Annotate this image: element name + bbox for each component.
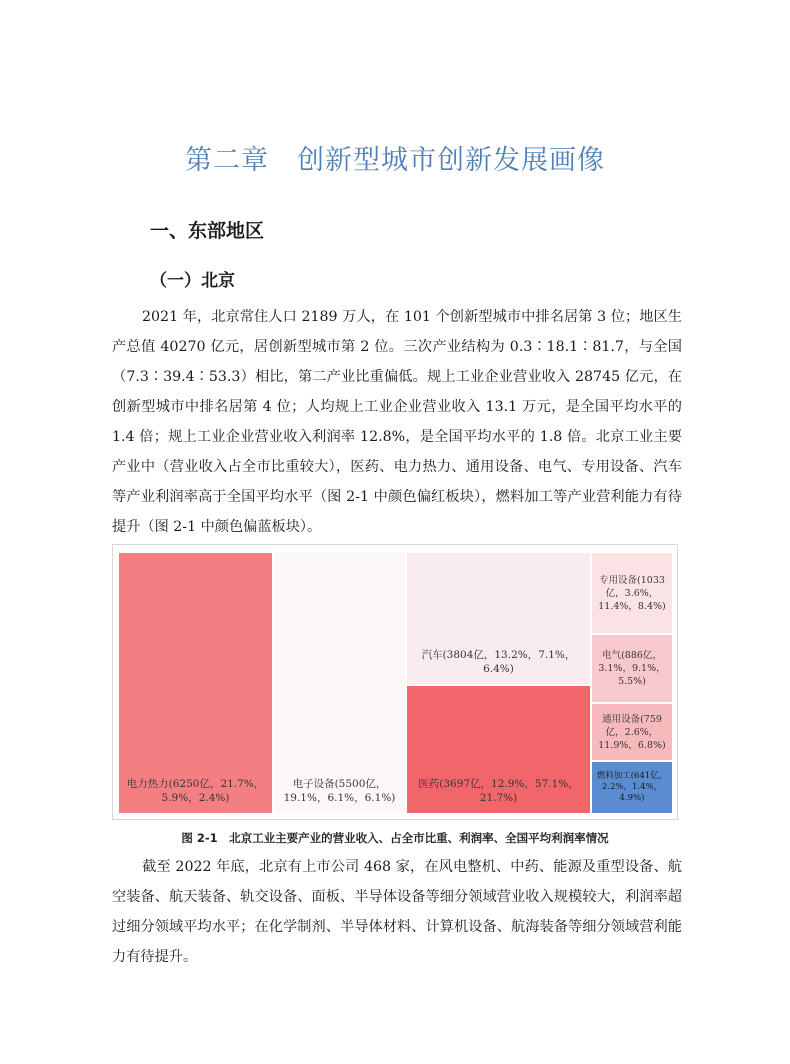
treemap-tile-label: 通用设备(759亿，2.6%，11.9%，6.8%)	[598, 713, 666, 751]
treemap-tile-general	[591, 703, 673, 761]
treemap-tile-label: 汽车(3804亿，13.2%，7.1%，6.4%)	[421, 649, 576, 675]
chapter-title: 第二章 创新型城市创新发展画像	[185, 145, 605, 176]
treemap-tile-label: 电子设备(5500亿，19.1%，6.1%，6.1%)	[283, 778, 396, 804]
paragraph-text: 2021 年，北京常住人口 2189 万人，在 101 个创新型城市中排名居第 3 位；地区生产总值 40270 亿元，居创新型城市第 2 位。三次产业结构为 0.3∶18.1∶81.7，与全国（7.3∶39.4∶53.3）相比，第二产业比重偏低。规上工业企业营业收入 28745 亿元，在创新型城市中排名居第 4 位；人均规上工业企业营业收入 13.1 万元，是全国平均水平的 1.4 倍；规上工业企业营业收入利润率 12.8%，是全国平均水平的 1.8 倍。北京工业主要产业中（营业收入占全市比重较大），医药、电力热力、通用设备、电气、专用设备、汽车等产业利润率高于全国平均水平（图 2-1 中颜色偏红板块），燃料加工等产业营利能力有待提升（图 2-1 中颜色偏蓝板块）。	[112, 309, 682, 535]
treemap-tile-electric	[591, 634, 673, 703]
treemap-tile-label: 医药(3697亿，12.9%，57.1%，21.7%)	[418, 778, 579, 804]
treemap-tile-pharma	[406, 685, 591, 814]
treemap-tile-label: 电气(886亿，3.1%，9.1%，5.5%)	[598, 650, 666, 687]
treemap-tile-label: 燃料加工(641亿，2.2%，1.4%，4.9%)	[596, 771, 668, 803]
treemap-tile-label: 专用设备(1033亿，3.6%，11.4%，8.4%)	[598, 574, 666, 612]
treemap-tile-power	[118, 552, 273, 814]
treemap-tile-electronics	[273, 552, 406, 814]
section-heading: 一、东部地区	[150, 220, 265, 242]
treemap-tile-label: 电力热力(6250亿，21.7%，5.9%，2.4%)	[126, 778, 265, 804]
treemap-tile-fuel	[591, 761, 673, 814]
industry-treemap	[112, 544, 678, 820]
treemap-tile-auto	[406, 552, 591, 685]
paragraph-beijing-overview	[112, 302, 682, 542]
figure-caption: 图 2-1 北京工业主要产业的营业收入、占全市比重、利润率、全国平均利润率情况	[181, 831, 609, 845]
paragraph-text: 截至 2022 年底，北京有上市公司 468 家，在风电整机、中药、能源及重型设备、航空装备、航天装备、轨交设备、面板、半导体设备等细分领域营业收入规模较大，利润率超过细分领域平均水平；在化学制剂、半导体材料、计算机设备、航海装备等细分领域营利能力有待提升。	[112, 859, 682, 965]
treemap-tile-special	[591, 552, 673, 634]
paragraph-listed-companies	[112, 852, 682, 972]
subsection-heading: （一）北京	[150, 271, 235, 291]
